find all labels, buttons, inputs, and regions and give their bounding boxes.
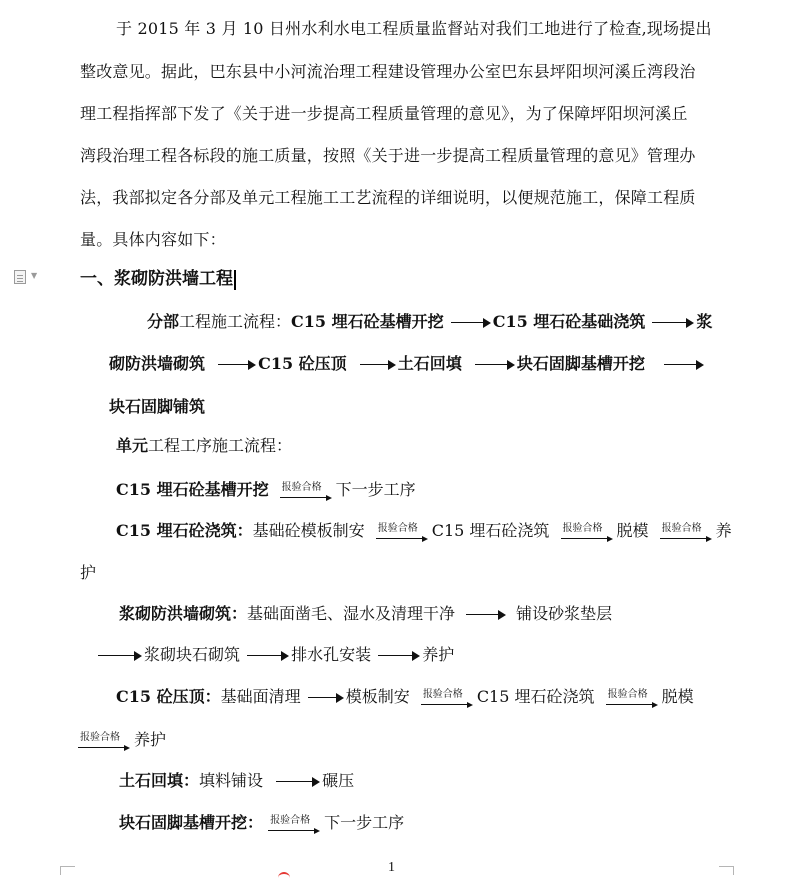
chevron-down-icon[interactable]: ▼ xyxy=(31,271,38,280)
inspection-passed-arrow: 报验合格 xyxy=(78,732,130,750)
fenbu-step-6: 块石固脚基槽开挖 xyxy=(516,354,645,373)
flow-4-continued xyxy=(78,729,166,751)
flow-6-next: 下一步工序 xyxy=(324,813,405,832)
inspection-passed-arrow: 报验合格 xyxy=(280,482,332,500)
arrow-icon xyxy=(98,651,142,661)
flow-4: C15 砼压顶：基础面清理 模板制安 报验合格 C15 埋石砼浇筑 报验合格 脱模 xyxy=(116,687,694,706)
section-heading[interactable] xyxy=(80,268,236,290)
fenbu-step-3-start: 浆 xyxy=(696,312,713,331)
fenbu-flow-line-1 xyxy=(147,311,712,333)
flow-3-name: 浆砌防洪墙砌筑 xyxy=(119,604,232,623)
page-number: 1 xyxy=(388,860,395,875)
flow-4-step-a: 基础面清理 xyxy=(220,687,301,706)
fenbu-step-2: C15 埋石砼基础浇筑 xyxy=(492,312,646,331)
arrow-icon xyxy=(652,318,694,328)
flow-6: 块石固脚基槽开挖： 报验合格 下一步工序 xyxy=(119,813,405,832)
intro-line-2: 整改意见。据此，巴东县中小河流治理工程建设管理办公室巴东县坪阳坝河溪丘湾段治 xyxy=(80,62,696,81)
intro-line-6: 量。具体内容如下： xyxy=(80,230,226,249)
page-corner-mark-right xyxy=(719,866,734,875)
flow-5-step-a: 填料铺设 xyxy=(199,771,264,790)
flow-3-step-c: 浆砌块石砌筑 xyxy=(144,645,241,664)
arrow-icon xyxy=(378,651,420,661)
danyuan-heading xyxy=(116,435,292,457)
arrow-icon xyxy=(360,360,396,370)
flow-3-step-e: 养护 xyxy=(422,645,455,664)
flow-4-step-c: C15 埋石砼浇筑 xyxy=(476,687,595,706)
arrow-icon xyxy=(308,693,344,703)
fenbu-step-1: C15 埋石砼基槽开挖 xyxy=(291,312,444,331)
flow-3-step-b: 铺设砂浆垫层 xyxy=(516,604,613,623)
flow-3: 浆砌防洪墙砌筑：基础面凿毛、湿水及清理干净 铺设砂浆垫层 xyxy=(119,604,613,623)
arrow-icon xyxy=(664,360,704,370)
fenbu-step-4: C15 砼压顶 xyxy=(258,354,347,373)
flow-1 xyxy=(116,479,416,501)
inspection-passed-arrow: 报验合格 xyxy=(561,523,613,541)
flow-2-step-d-end: 护 xyxy=(80,563,97,582)
flow-2-name: C15 埋石砼浇筑 xyxy=(116,521,237,540)
flow-4-step-b: 模板制安 xyxy=(345,687,410,706)
fenbu-step-7: 块石固脚铺筑 xyxy=(109,397,206,416)
arrow-icon xyxy=(276,777,320,787)
intro-line-3: 理工程指挥部下发了《关于进一步提高工程质量管理的意见》，为了保障坪阳坝河溪丘 xyxy=(80,104,688,123)
fenbu-label-rest: 工程施工流程： xyxy=(179,312,292,331)
red-mark-icon xyxy=(278,872,290,879)
arrow-icon xyxy=(247,651,289,661)
intro-line-5: 法，我部拟定各分部及单元工程施工工艺流程的详细说明，以便规范施工，保障工程质 xyxy=(80,188,696,207)
intro-line-4: 湾段治理工程各标段的施工质量，按照《关于进一步提高工程质量管理的意见》管理办 xyxy=(80,146,696,165)
arrow-icon xyxy=(466,610,506,620)
flow-4-step-d: 脱模 xyxy=(661,687,694,706)
inspection-passed-arrow: 报验合格 xyxy=(268,815,320,833)
flow-3-step-d: 排水孔安装 xyxy=(291,645,372,664)
flow-3-step-a: 基础面凿毛、湿水及清理干净 xyxy=(247,604,456,623)
fenbu-flow-line-2 xyxy=(109,353,706,375)
fenbu-step-3-end: 砌防洪墙砌筑 xyxy=(109,354,206,373)
intro-line-1: 于 2015 年 3 月 10 日州水利水电工程质量监督站对我们工地进行了检查,现场提出 xyxy=(116,19,712,38)
inspection-passed-arrow: 报验合格 xyxy=(660,523,712,541)
flow-3-continued xyxy=(98,644,454,666)
flow-1-next: 下一步工序 xyxy=(335,480,416,499)
flow-2-step-d: 养 xyxy=(715,521,732,540)
arrow-icon xyxy=(475,360,515,370)
danyuan-label-rest: 工程工序施工流程： xyxy=(148,436,293,455)
flow-5: 土石回填：填料铺设 碾压 xyxy=(119,771,355,790)
arrow-icon xyxy=(451,318,491,328)
flow-2-step-b: C15 埋石砼浇筑 xyxy=(431,521,550,540)
inspection-passed-arrow: 报验合格 xyxy=(606,689,658,707)
section-heading-text: 一、浆砌防洪墙工程 xyxy=(80,269,233,289)
flow-2-step-a: 基础砼模板制安 xyxy=(252,521,365,540)
inspection-passed-arrow: 报验合格 xyxy=(421,689,473,707)
arrow-icon xyxy=(218,360,256,370)
flow-5-step-b: 碾压 xyxy=(322,771,355,790)
page-corner-mark-left xyxy=(60,866,75,875)
text-cursor xyxy=(234,270,236,290)
flow-5-name: 土石回填 xyxy=(119,771,184,790)
flow-2: C15 埋石砼浇筑：基础砼模板制安 报验合格 C15 埋石砼浇筑 报验合格 脱模 报验合格 养 xyxy=(116,521,732,540)
flow-4-step-e: 养护 xyxy=(134,730,167,749)
fenbu-step-5: 土石回填 xyxy=(397,354,462,373)
flow-2-step-c: 脱模 xyxy=(616,521,649,540)
flow-1-name: C15 埋石砼基槽开挖 xyxy=(116,480,269,499)
flow-4-name: C15 砼压顶 xyxy=(116,687,205,706)
document-outline-icon[interactable] xyxy=(14,270,26,284)
flow-6-name: 块石固脚基槽开挖 xyxy=(119,813,248,832)
fenbu-label-bold: 分部 xyxy=(147,312,180,331)
inspection-passed-arrow: 报验合格 xyxy=(376,523,428,541)
danyuan-label-bold: 单元 xyxy=(116,436,149,455)
